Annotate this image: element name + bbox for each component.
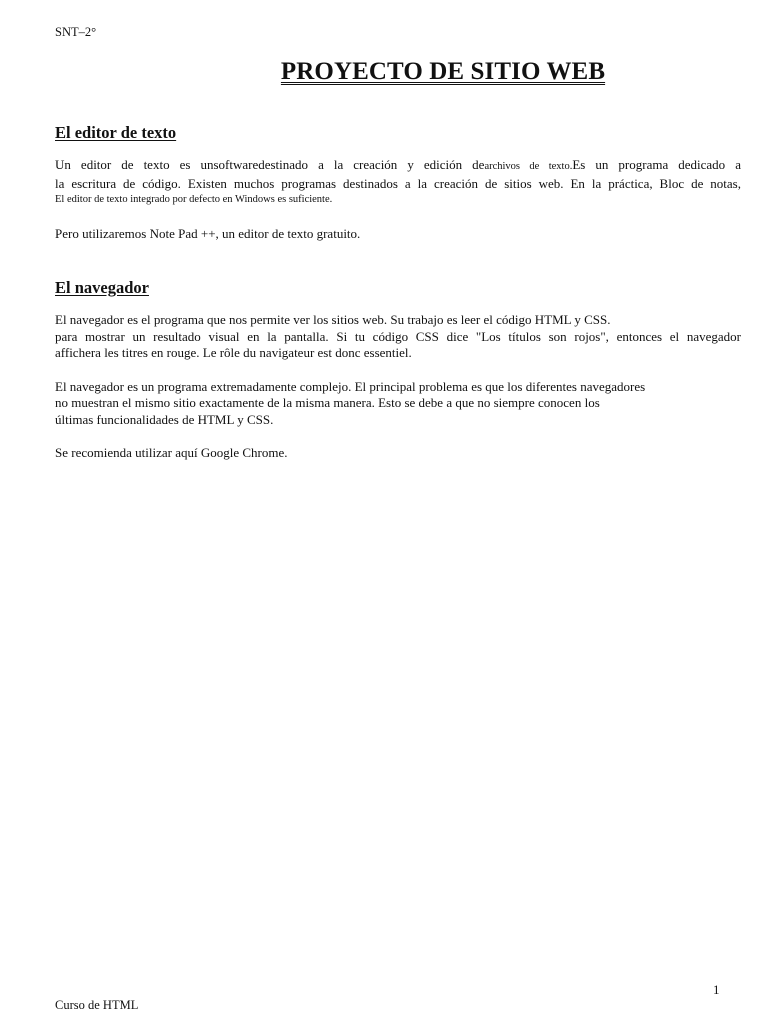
spacer bbox=[55, 209, 741, 226]
document-body bbox=[55, 122, 741, 462]
header-course-code: SNT–2° bbox=[55, 25, 97, 39]
spacer bbox=[55, 362, 741, 379]
title-container bbox=[0, 58, 768, 86]
paragraph-browser-intro bbox=[55, 312, 741, 362]
page-title: PROYECTO DE SITIO WEB bbox=[280, 58, 606, 85]
paragraph-line: Pero utilizaremos Note Pad ++, un editor de texto gratuito. bbox=[55, 225, 361, 241]
text-run-small: archivos de texto. bbox=[484, 161, 573, 172]
footer-course-name: Curso de HTML bbox=[55, 998, 139, 1012]
paragraph-line: últimas funcionalidades de HTML y CSS. bbox=[55, 411, 274, 427]
paragraph-line: El navegador es el programa que nos permite ver los sitios web. Su trabajo es leer el código HTML y CSS. bbox=[55, 312, 611, 327]
paragraph-line: affichera les titres en rouge. Le rôle du navigateur est donc essentiel. bbox=[55, 345, 412, 360]
paragraph-line: para mostrar un resultado visual en la pantalla. Si tu código CSS dice "Los títulos son rojos", entonces el navegador bbox=[55, 328, 741, 344]
section-heading-editor: El editor de texto bbox=[55, 123, 177, 142]
paragraph-browser-complexity bbox=[55, 379, 741, 429]
paragraph-line: El navegador es un programa extremadamente complejo. El principal problema es que los diferentes navegadores bbox=[55, 378, 646, 394]
section-heading-browser: El navegador bbox=[55, 278, 149, 297]
paragraph-line: la escritura de código. Existen muchos programas destinados a la creación de sitios web. En la práctica, Bloc de notas, bbox=[55, 175, 741, 191]
text-run: Es un programa dedicado a bbox=[572, 157, 741, 172]
paragraph-line: El editor de texto integrado por defecto en Windows es suficiente. bbox=[55, 194, 333, 205]
text-run: Un editor de texto es unsoftwaredestinado a la creación y edición de bbox=[55, 157, 485, 172]
paragraph-line bbox=[55, 157, 741, 176]
paragraph-editor-note bbox=[55, 226, 741, 243]
paragraph-browser-recommendation bbox=[55, 445, 741, 462]
paragraph-editor-intro bbox=[55, 157, 741, 209]
paragraph-line: Se recomienda utilizar aquí Google Chrome. bbox=[55, 445, 288, 460]
page-number: 1 bbox=[713, 982, 720, 997]
paragraph-line: no muestran el mismo sitio exactamente de la misma manera. Esto se debe a que no siempre conocen los bbox=[55, 395, 600, 410]
spacer bbox=[55, 428, 741, 445]
spacer bbox=[55, 242, 741, 277]
